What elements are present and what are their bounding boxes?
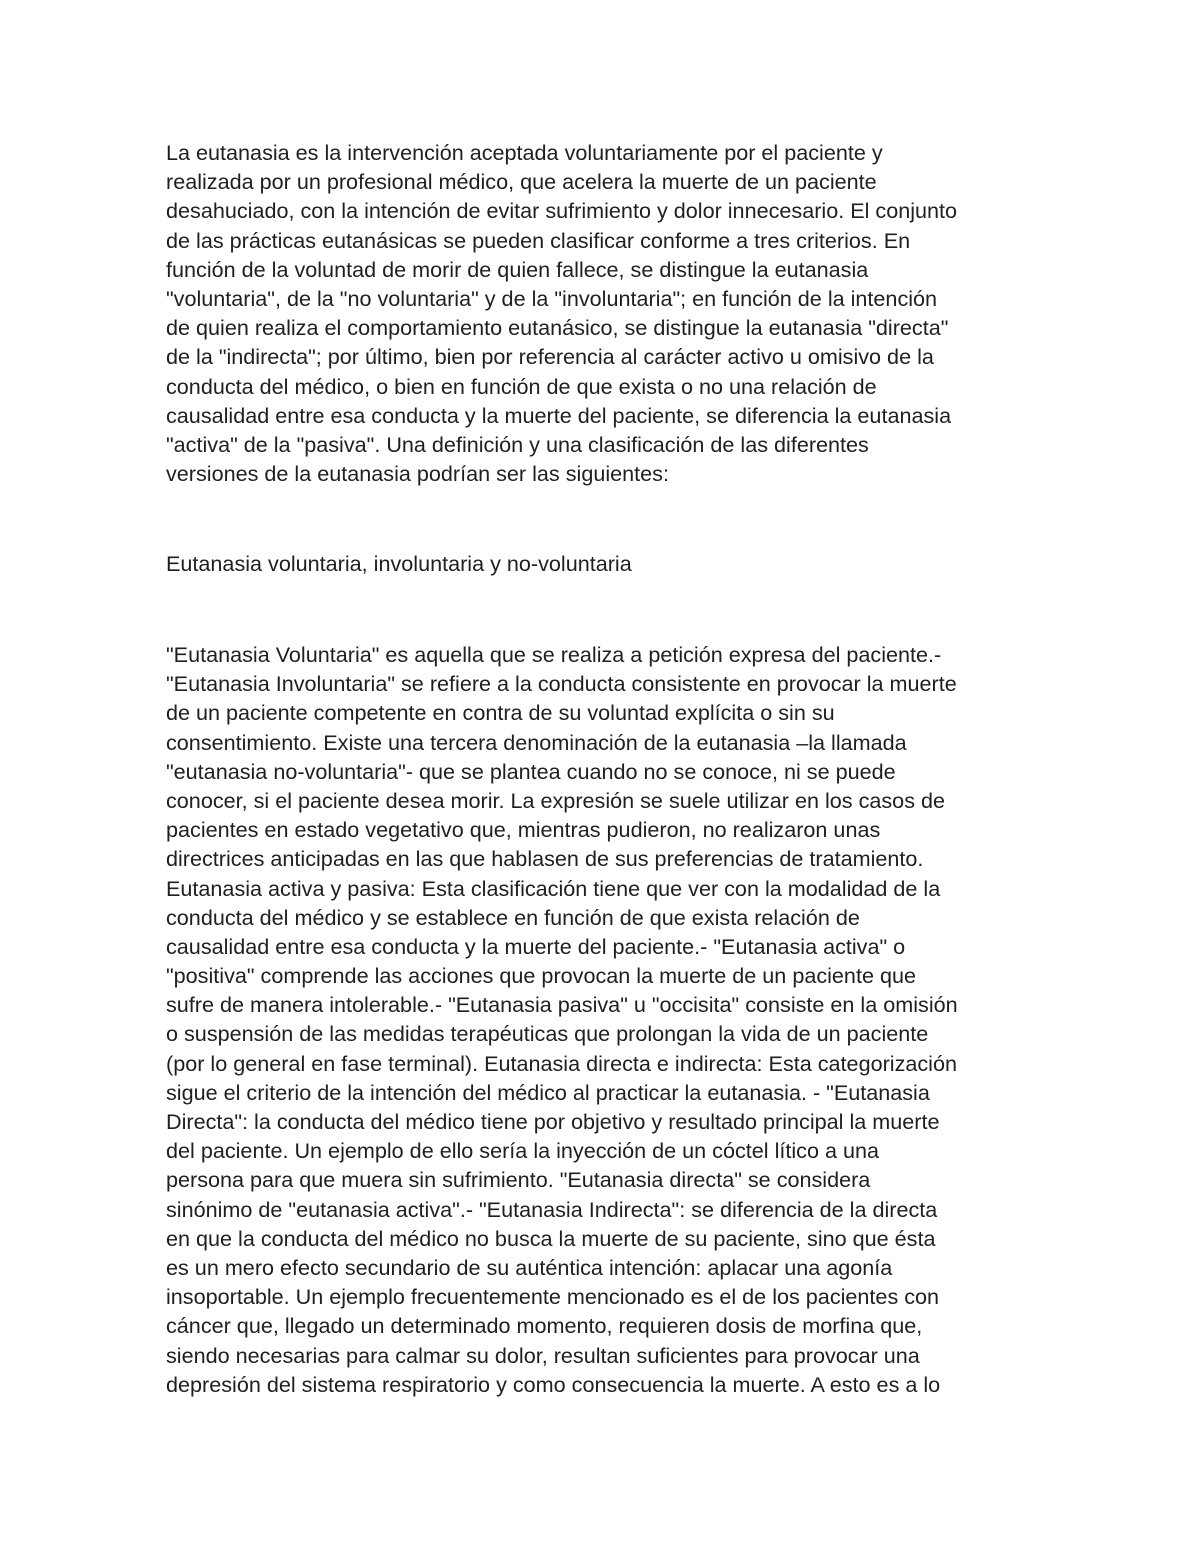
text-line: "positiva" comprende las acciones que provocan la muerte de un paciente que	[166, 963, 916, 989]
text-line: "Eutanasia Involuntaria" se refiere a la conducta consistente en provocar la muerte	[166, 671, 957, 697]
section-heading-text: Eutanasia voluntaria, involuntaria y no-voluntaria	[166, 551, 632, 576]
text-line: de quien realiza el comportamiento eutanásico, se distingue la eutanasia "directa"	[166, 315, 949, 341]
text-line: "Eutanasia Voluntaria" es aquella que se realiza a petición expresa del paciente.-	[166, 642, 942, 667]
text-line: sinónimo de "eutanasia activa".- "Eutanasia Indirecta": se diferencia de la directa	[166, 1196, 938, 1222]
text-line: causalidad entre esa conducta y la muerte del paciente, se diferencia la eutanasia	[166, 402, 952, 428]
text-line: "voluntaria", de la "no voluntaria" y de la "involuntaria"; en función de la intención	[166, 285, 938, 311]
text-line: directrices anticipadas en las que hablasen de sus preferencias de tratamiento.	[166, 846, 924, 872]
text-line: Directa": la conducta del médico tiene por objetivo y resultado principal la muerte	[166, 1109, 940, 1134]
body-paragraph	[166, 640, 1036, 1399]
text-line: (por lo general en fase terminal). Eutanasia directa e indirecta: Esta categorización	[166, 1050, 957, 1076]
text-line: función de la voluntad de morir de quien fallece, se distingue la eutanasia	[166, 256, 869, 282]
text-line: de un paciente competente en contra de su voluntad explícita o sin su	[166, 700, 835, 726]
text-line: sigue el criterio de la intención del médico al practicar la eutanasia. - "Eutanasia	[166, 1079, 930, 1105]
text-line: desahuciado, con la intención de evitar sufrimiento y dolor innecesario. El conjunto	[166, 198, 958, 224]
text-line: depresión del sistema respiratorio y como consecuencia la muerte. A esto es a lo	[166, 1371, 941, 1397]
text-line: conducta del médico, o bien en función de que exista o no una relación de	[166, 373, 877, 399]
text-line: versiones de la eutanasia podrían ser las siguientes:	[166, 461, 669, 487]
text-line: es un mero efecto secundario de su auténtica intención: aplacar una agonía	[166, 1254, 893, 1280]
text-line: conducta del médico y se establece en función de que exista relación de	[166, 904, 860, 930]
text-line: cáncer que, llegado un determinado momento, requieren dosis de morfina que,	[166, 1313, 923, 1339]
text-line: del paciente. Un ejemplo de ello sería la inyección de un cóctel lítico a una	[166, 1138, 880, 1164]
text-line: en que la conducta del médico no busca la muerte de su paciente, sino que ésta	[166, 1225, 936, 1251]
text-line: insoportable. Un ejemplo frecuentemente mencionado es el de los pacientes con	[166, 1284, 940, 1310]
text-line: conocer, si el paciente desea morir. La expresión se suele utilizar en los casos de	[166, 787, 946, 813]
text-line: realizada por un profesional médico, que acelera la muerte de un paciente	[166, 169, 877, 195]
text-line: sufre de manera intolerable.- "Eutanasia pasiva" u "occisita" consiste en la omisión	[166, 992, 958, 1018]
text-line: causalidad entre esa conducta y la muerte del paciente.- "Eutanasia activa" o	[166, 933, 906, 959]
text-line: Eutanasia activa y pasiva: Esta clasificación tiene que ver con la modalidad de la	[166, 875, 941, 901]
section-heading	[166, 549, 1036, 578]
text-line: o suspensión de las medidas terapéuticas que prolongan la vida de un paciente	[166, 1021, 929, 1047]
text-line: "activa" de la "pasiva". Una definición y una clasificación de las diferentes	[166, 431, 869, 457]
text-line: persona para que muera sin sufrimiento. "Eutanasia directa" se considera	[166, 1167, 871, 1193]
text-line: "eutanasia no-voluntaria"- que se plantea cuando no se conoce, ni se puede	[166, 758, 896, 784]
text-line: siendo necesarias para calmar su dolor, resultan suficientes para provocar una	[166, 1342, 920, 1368]
intro-paragraph	[166, 138, 1036, 488]
text-line: consentimiento. Existe una tercera denominación de la eutanasia –la llamada	[166, 729, 907, 755]
text-line: pacientes en estado vegetativo que, mientras pudieron, no realizaron unas	[166, 817, 881, 843]
text-line: de las prácticas eutanásicas se pueden clasificar conforme a tres criterios. En	[166, 227, 911, 253]
text-line: La eutanasia es la intervención aceptada voluntariamente por el paciente y	[166, 140, 883, 165]
text-line: de la "indirecta"; por último, bien por referencia al carácter activo u omisivo de la	[166, 344, 934, 370]
